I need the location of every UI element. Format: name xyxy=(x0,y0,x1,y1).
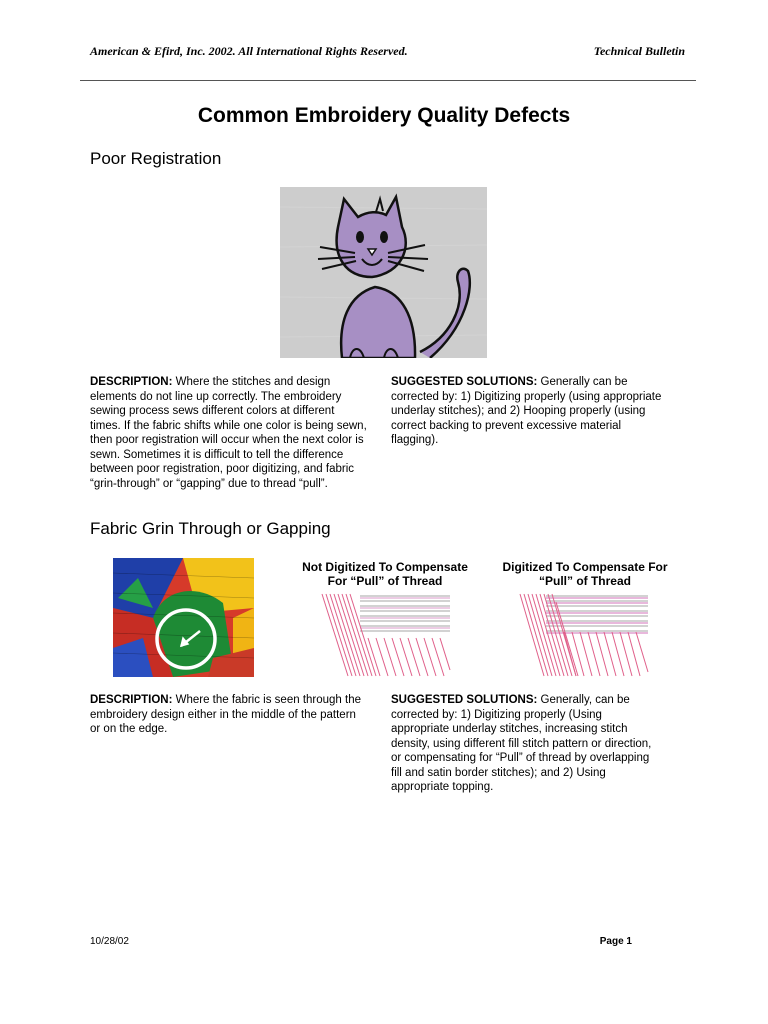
cat-embroidery-image xyxy=(280,187,487,358)
grin-through-image xyxy=(113,558,254,677)
solutions-text: Generally, can be corrected by: 1) Digitizing properly (Using appropriate underlay stitches, increasing stitch density, using different fill stitch pattern or direction, or compensating for “Pull” of thread by overlapping fill and satin border stitches); and 2) Using appropriate topping. xyxy=(391,694,652,793)
footer-date: 10/28/02 xyxy=(90,936,129,947)
solutions-text: Generally can be corrected by: 1) Digitizing properly (using appropriate underlay stitches); and 2) Hooping properly (using correct backing to prevent excessive material flagging). xyxy=(391,376,662,446)
header-bulletin-label: Technical Bulletin xyxy=(593,44,685,58)
header-copyright: American & Efird, Inc. 2002. All International Rights Reserved. xyxy=(90,44,408,58)
solutions-label: SUGGESTED SOLUTIONS: xyxy=(391,694,538,706)
poor-registration-description xyxy=(90,375,368,491)
grin-through-description xyxy=(90,693,368,737)
digitized-caption xyxy=(490,560,680,588)
grin-through-solutions xyxy=(391,693,663,795)
not-digitized-caption-line1: Not Digitized To Compensate xyxy=(302,560,468,574)
not-digitized-caption xyxy=(292,560,478,588)
section-heading-poor-registration: Poor Registration xyxy=(90,149,222,168)
solutions-label: SUGGESTED SOLUTIONS: xyxy=(391,376,538,388)
description-text: Where the fabric is seen through the embroidery design either in the middle of the pattern or on the edge. xyxy=(90,694,361,735)
description-label: DESCRIPTION: xyxy=(90,694,173,706)
digitized-stitch-sample xyxy=(518,592,650,654)
description-label: DESCRIPTION: xyxy=(90,376,173,388)
description-text: Where the stitches and design elements do not line up correctly. The embroidery sewing process sews different colors at different times. If the fabric shifts while one color is being sewn, then poor registration will occur when the next color is sewn. Sometimes it is difficult to tell the difference between poor registration, poor digitizing, and fabric “grin-through” or “gapping” due to thread “pull”. xyxy=(90,376,367,490)
poor-registration-solutions xyxy=(391,375,663,448)
digitized-caption-line2: “Pull” of Thread xyxy=(538,574,631,588)
not-digitized-stitch-sample xyxy=(320,592,452,654)
not-digitized-caption-line2: For “Pull” of Thread xyxy=(327,574,443,588)
header-divider xyxy=(80,80,696,81)
digitized-caption-line1: Digitized To Compensate For xyxy=(502,560,668,574)
page-title: Common Embroidery Quality Defects xyxy=(197,104,571,127)
section-heading-grin-through: Fabric Grin Through or Gapping xyxy=(90,519,331,538)
footer-page-number: Page 1 xyxy=(599,936,632,947)
